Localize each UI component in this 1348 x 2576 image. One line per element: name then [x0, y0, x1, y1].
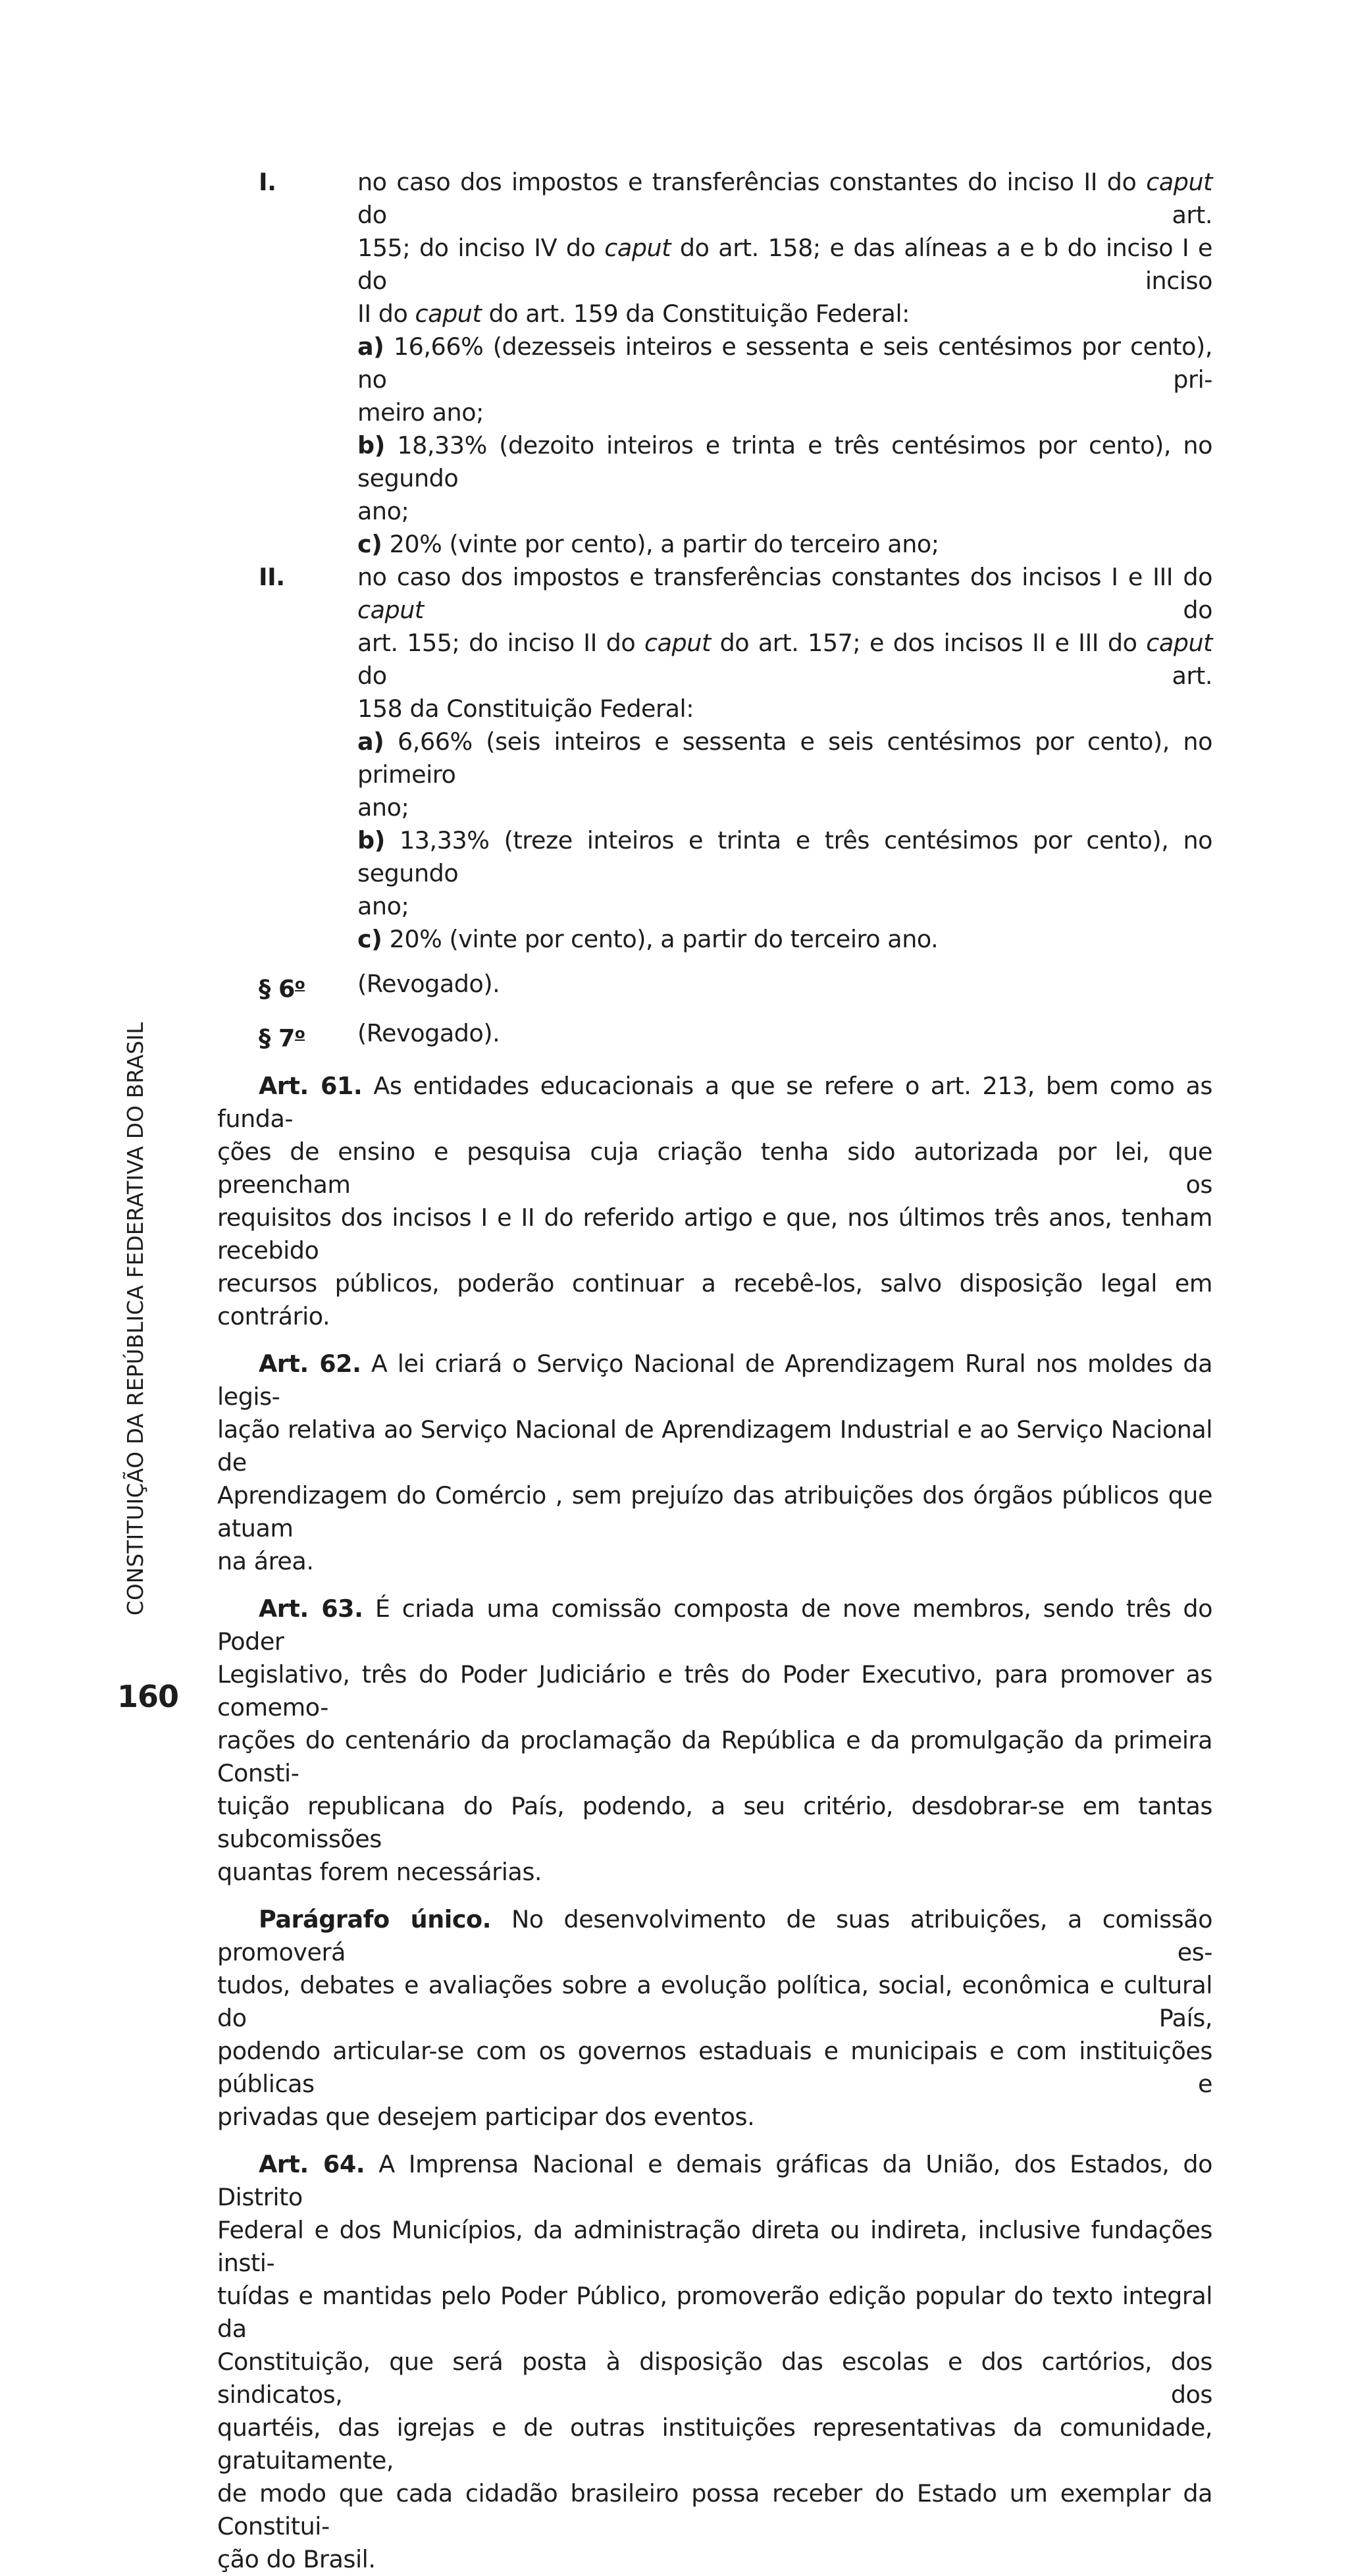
- text-line: ção do Brasil.: [217, 2544, 376, 2573]
- document-body: [217, 166, 1212, 2576]
- text-line: requisitos dos incisos I e II do referido artigo e que, nos últimos três anos, tenham recebido: [217, 1203, 1212, 1265]
- article-label: Art. 61.: [259, 1071, 363, 1100]
- inciso-body: [357, 561, 1212, 956]
- page-number: 160: [117, 1679, 179, 1714]
- paragraph-label: § 6$^o$: [259, 974, 305, 1003]
- inciso-ii: [217, 561, 1212, 956]
- paragraph-label: Parágrafo único.: [259, 1905, 492, 1933]
- paragraph-text: (Revogado).: [357, 1019, 500, 1048]
- text-line: art. 155; do inciso II do caput do art. 157; e dos incisos II e III do caput do art.: [357, 629, 1213, 690]
- text-line: Constituição, que será posta à disposição das escolas e dos cartórios, dos sindicatos, dos: [217, 2347, 1212, 2409]
- article-label: Art. 64.: [259, 2149, 365, 2178]
- text-line: ções de ensino e pesquisa cuja criação tenha sido autorizada por lei, que preencham os: [217, 1137, 1212, 1199]
- alinea-c: c) 20% (vinte por cento), a partir do terceiro ano.: [357, 925, 939, 953]
- inciso-label: I.: [259, 168, 276, 196]
- text-line: tuídas e mantidas pelo Poder Público, promoverão edição popular do texto integral da: [217, 2281, 1212, 2343]
- paragraph-6: [217, 968, 1212, 1005]
- text-line: II do caput do art. 159 da Constituição Federal:: [357, 300, 910, 328]
- text-line: de modo que cada cidadão brasileiro possa receber do Estado um exemplar da Constitui-: [217, 2479, 1212, 2540]
- text-line: ano;: [357, 793, 409, 822]
- alinea-c: c) 20% (vinte por cento), a partir do terceiro ano;: [357, 530, 939, 558]
- text-line: quantas forem necessárias.: [217, 1857, 542, 1886]
- text-line: Federal e dos Municípios, da administração direta ou indireta, inclusive fundações insti-: [217, 2215, 1212, 2277]
- text-line: tuição republicana do País, podendo, a seu critério, desdobrar-se em tantas subcomissões: [217, 1791, 1212, 1853]
- text-line: ano;: [357, 497, 409, 525]
- text-line: quartéis, das igrejas e de outras instituições representativas da comunidade, gratuitamente,: [217, 2413, 1212, 2475]
- side-running-title: CONSTITUIÇÃO DA REPÚBLICA FEDERATIVA DO BRASIL: [123, 1022, 148, 1616]
- paragraph-7: [217, 1017, 1212, 1055]
- text-line: lação relativa ao Serviço Nacional de Aprendizagem Industrial e ao Serviço Nacional de: [217, 1415, 1212, 1477]
- article-label: Art. 62.: [259, 1349, 361, 1378]
- alinea-a: a) 16,66% (dezesseis inteiros e sessenta e seis centésimos por cento), no pri-: [357, 332, 1212, 394]
- text-line: tudos, debates e avaliações sobre a evolução política, social, econômica e cultural do País,: [217, 1970, 1212, 2032]
- article-63: Art. 63. É criada uma comissão composta de nove membros, sendo três do Poder Legislativo, três do Poder Judiciário e três do Poder Executivo, para promover as comemo- rações do centenário da proclamação da República e da promulgação da primeira Consti- tuição republicana do País, podendo, a seu critério, desdobrar-se em tantas subcomissões quantas forem necessárias.: [217, 1592, 1212, 1889]
- inciso-i: [217, 166, 1212, 561]
- text-line: podendo articular-se com os governos estaduais e municipais e com instituições públicas e: [217, 2036, 1212, 2098]
- text-line: ano;: [357, 892, 409, 920]
- article-62: Art. 62. A lei criará o Serviço Nacional de Aprendizagem Rural nos moldes da legis- lação relativa ao Serviço Nacional de Aprendizagem Industrial e ao Serviço Nacional de Aprendizagem do Comércio , sem prejuízo das atribuições dos órgãos públicos que atuam na área.: [217, 1348, 1212, 1578]
- paragrafo-unico: Parágrafo único. No desenvolvimento de suas atribuições, a comissão promoverá es- tudos, debates e avaliações sobre a evolução política, social, econômica e cultural do País, podendo articular-se com os governos estaduais e municipais e com instituições públicas e privadas que desejem participar dos eventos.: [217, 1903, 1212, 2134]
- text-line: 158 da Constituição Federal:: [357, 695, 694, 723]
- inciso-label: II.: [259, 563, 285, 591]
- text-line: 155; do inciso IV do caput do art. 158; e das alíneas a e b do inciso I e do inciso: [357, 234, 1213, 295]
- text-line: privadas que desejem participar dos eventos.: [217, 2102, 755, 2131]
- article-64: Art. 64. A Imprensa Nacional e demais gráficas da União, dos Estados, do Distrito Federal e dos Municípios, da administração direta ou indireta, inclusive fundações insti- tuídas e mantidas pelo Poder Público, promoverão edição popular do texto integral da Constituição, que será posta à disposição das escolas e dos cartórios, dos sindicatos, dos quartéis, das igrejas e de outras instituições representativas da comunidade, gratuitamente, de modo que cada cidadão brasileiro possa receber do Estado um exemplar da Constitui- ção do Brasil.: [217, 2148, 1212, 2576]
- paragraph-label: § 7$^o$: [259, 1024, 305, 1053]
- text-line: recursos públicos, poderão continuar a recebê-los, salvo disposição legal em contrário.: [217, 1269, 1212, 1330]
- text-line: Legislativo, três do Poder Judiciário e três do Poder Executivo, para promover as comemo-: [217, 1660, 1212, 1722]
- inciso-body: [357, 166, 1212, 561]
- paragraph-text: (Revogado).: [357, 970, 500, 998]
- text-line: na área.: [217, 1546, 314, 1575]
- article-label: Art. 63.: [259, 1594, 363, 1623]
- alinea-a: a) 6,66% (seis inteiros e sessenta e seis centésimos por cento), no primeiro: [357, 727, 1212, 789]
- text-line: rações do centenário da proclamação da República e da promulgação da primeira Consti-: [217, 1725, 1212, 1787]
- article-61: Art. 61. As entidades educacionais a que se refere o art. 213, bem como as funda- ções de ensino e pesquisa cuja criação tenha sido autorizada por lei, que preencham os requisitos dos incisos I e II do referido artigo e que, nos últimos três anos, tenham recebido recursos públicos, poderão continuar a recebê-los, salvo disposição legal em contrário.: [217, 1070, 1212, 1333]
- text-line: Aprendizagem do Comércio , sem prejuízo das atribuições dos órgãos públicos que atuam: [217, 1481, 1212, 1542]
- text-line: no caso dos impostos e transferências constantes dos incisos I e III do caput do: [357, 563, 1212, 624]
- alinea-b: b) 18,33% (dezoito inteiros e trinta e três centésimos por cento), no segundo: [357, 431, 1212, 492]
- alinea-b: b) 13,33% (treze inteiros e trinta e três centésimos por cento), no segundo: [357, 826, 1213, 887]
- text-line: meiro ano;: [357, 398, 484, 427]
- text-line: no caso dos impostos e transferências constantes do inciso II do caput do art.: [357, 168, 1212, 229]
